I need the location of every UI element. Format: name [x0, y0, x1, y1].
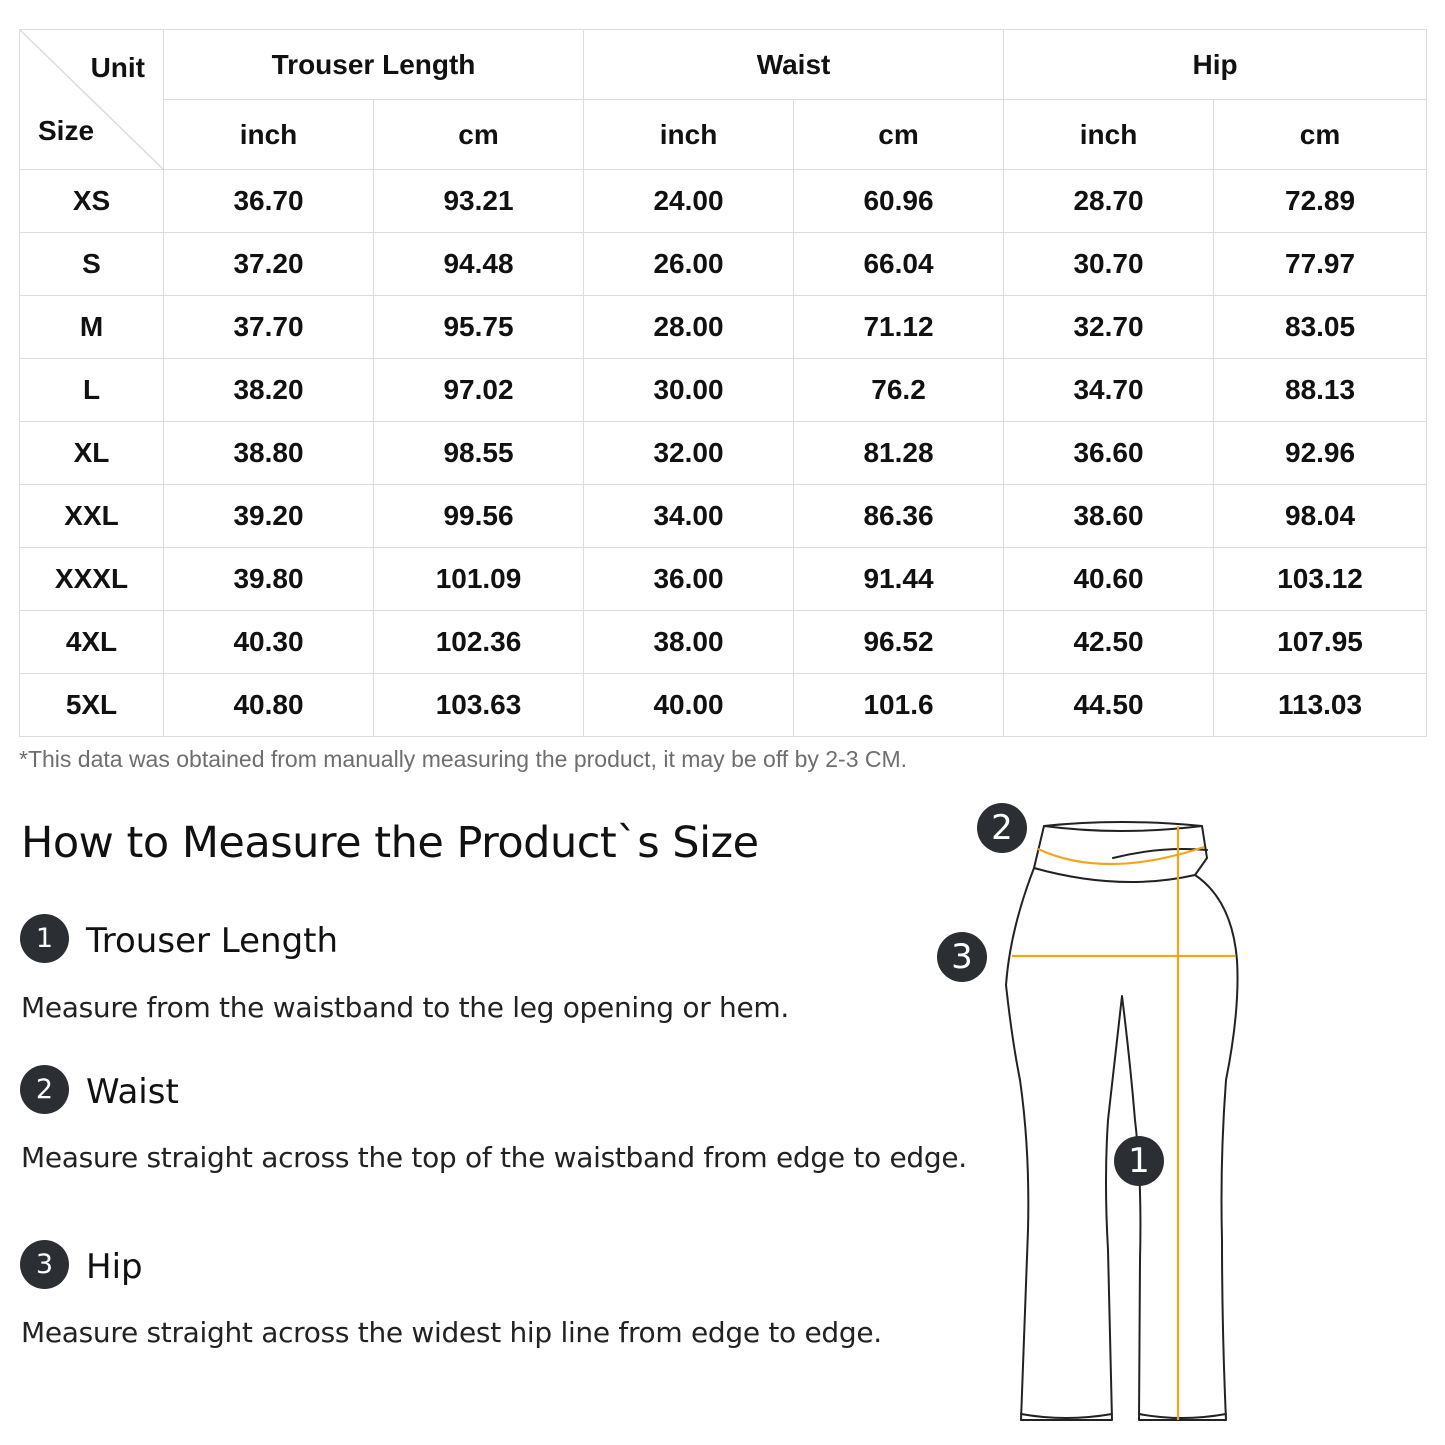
size-cell: M	[20, 296, 164, 359]
header-hip: Hip	[1004, 30, 1427, 100]
measurement-cell: 38.60	[1004, 485, 1214, 548]
measurement-disclaimer: *This data was obtained from manually measuring the product, it may be off by 2-3 CM.	[19, 746, 908, 772]
measurement-cell: 86.36	[794, 485, 1004, 548]
measurement-cell: 101.09	[374, 548, 584, 611]
header-trouser-length: Trouser Length	[164, 30, 584, 100]
measurement-cell: 26.00	[584, 233, 794, 296]
measurement-cell: 38.80	[164, 422, 374, 485]
measurement-cell: 93.21	[374, 170, 584, 233]
measurement-cell: 91.44	[794, 548, 1004, 611]
unit-header-cell: inch	[164, 100, 374, 170]
unit-header-cell: cm	[1214, 100, 1427, 170]
measurement-cell: 30.00	[584, 359, 794, 422]
measurement-cell: 103.63	[374, 674, 584, 737]
step-description: Measure from the waistband to the leg opening or hem.	[21, 991, 789, 1024]
unit-header-cell: cm	[794, 100, 1004, 170]
step-description: Measure straight across the widest hip line from edge to edge.	[21, 1316, 882, 1349]
measurement-cell: 88.13	[1214, 359, 1427, 422]
unit-header-cell: inch	[1004, 100, 1214, 170]
corner-size-label: Size	[38, 115, 95, 146]
measurement-cell: 103.12	[1214, 548, 1427, 611]
measurement-cell: 44.50	[1004, 674, 1214, 737]
measurement-lines	[1012, 826, 1235, 1420]
step-number-badge: 2	[20, 1065, 69, 1114]
size-cell: 4XL	[20, 611, 164, 674]
measurement-cell: 37.70	[164, 296, 374, 359]
measurement-cell: 72.89	[1214, 170, 1427, 233]
measurement-cell: 32.70	[1004, 296, 1214, 359]
measurement-cell: 36.60	[1004, 422, 1214, 485]
flared-trousers-outline-icon	[1006, 822, 1238, 1420]
step-name: Trouser Length	[86, 921, 339, 961]
measurement-cell: 24.00	[584, 170, 794, 233]
measurement-cell: 32.00	[584, 422, 794, 485]
measurement-cell: 30.70	[1004, 233, 1214, 296]
step-description: Measure straight across the top of the waistband from edge to edge.	[21, 1141, 967, 1174]
measurement-cell: 39.20	[164, 485, 374, 548]
diagram-waist-badge: 2	[977, 803, 1027, 853]
measurement-cell: 83.05	[1214, 296, 1427, 359]
measurement-cell: 81.28	[794, 422, 1004, 485]
step-name: Hip	[86, 1247, 143, 1287]
step-number-badge: 3	[20, 1240, 69, 1289]
measurement-cell: 28.00	[584, 296, 794, 359]
unit-header-cell: cm	[374, 100, 584, 170]
size-cell: XXL	[20, 485, 164, 548]
measurement-cell: 28.70	[1004, 170, 1214, 233]
step-name: Waist	[86, 1072, 179, 1112]
measurement-cell: 66.04	[794, 233, 1004, 296]
measurement-cell: 97.02	[374, 359, 584, 422]
measurement-cell: 36.70	[164, 170, 374, 233]
diagram-hip-badge: 3	[937, 932, 987, 982]
measurement-cell: 40.00	[584, 674, 794, 737]
size-cell: S	[20, 233, 164, 296]
size-cell: XL	[20, 422, 164, 485]
measurement-cell: 40.30	[164, 611, 374, 674]
measurement-cell: 102.36	[374, 611, 584, 674]
measurement-cell: 34.00	[584, 485, 794, 548]
measurement-cell: 40.60	[1004, 548, 1214, 611]
measurement-cell: 38.20	[164, 359, 374, 422]
measurement-cell: 107.95	[1214, 611, 1427, 674]
measurement-cell: 98.55	[374, 422, 584, 485]
measurement-cell: 76.2	[794, 359, 1004, 422]
measurement-cell: 94.48	[374, 233, 584, 296]
guide-title: How to Measure the Product`s Size	[21, 818, 759, 868]
measurement-cell: 38.00	[584, 611, 794, 674]
size-cell: L	[20, 359, 164, 422]
measurement-cell: 96.52	[794, 611, 1004, 674]
measurement-cell: 101.6	[794, 674, 1004, 737]
corner-unit-label: Unit	[90, 52, 145, 83]
size-cell: XXXL	[20, 548, 164, 611]
measurement-cell: 92.96	[1214, 422, 1427, 485]
measurement-cell: 77.97	[1214, 233, 1427, 296]
header-waist: Waist	[584, 30, 1004, 100]
size-cell: 5XL	[20, 674, 164, 737]
measurement-cell: 95.75	[374, 296, 584, 359]
measurement-cell: 34.70	[1004, 359, 1214, 422]
measurement-cell: 37.20	[164, 233, 374, 296]
measurement-cell: 42.50	[1004, 611, 1214, 674]
measurement-cell: 36.00	[584, 548, 794, 611]
diagram-length-badge: 1	[1114, 1136, 1164, 1186]
step-number-badge: 1	[20, 914, 69, 963]
measurement-cell: 99.56	[374, 485, 584, 548]
measurement-cell: 39.80	[164, 548, 374, 611]
measurement-cell: 60.96	[794, 170, 1004, 233]
measurement-cell: 98.04	[1214, 485, 1427, 548]
unit-header-cell: inch	[584, 100, 794, 170]
measurement-cell: 71.12	[794, 296, 1004, 359]
size-cell: XS	[20, 170, 164, 233]
measurement-cell: 40.80	[164, 674, 374, 737]
measurement-cell: 113.03	[1214, 674, 1427, 737]
